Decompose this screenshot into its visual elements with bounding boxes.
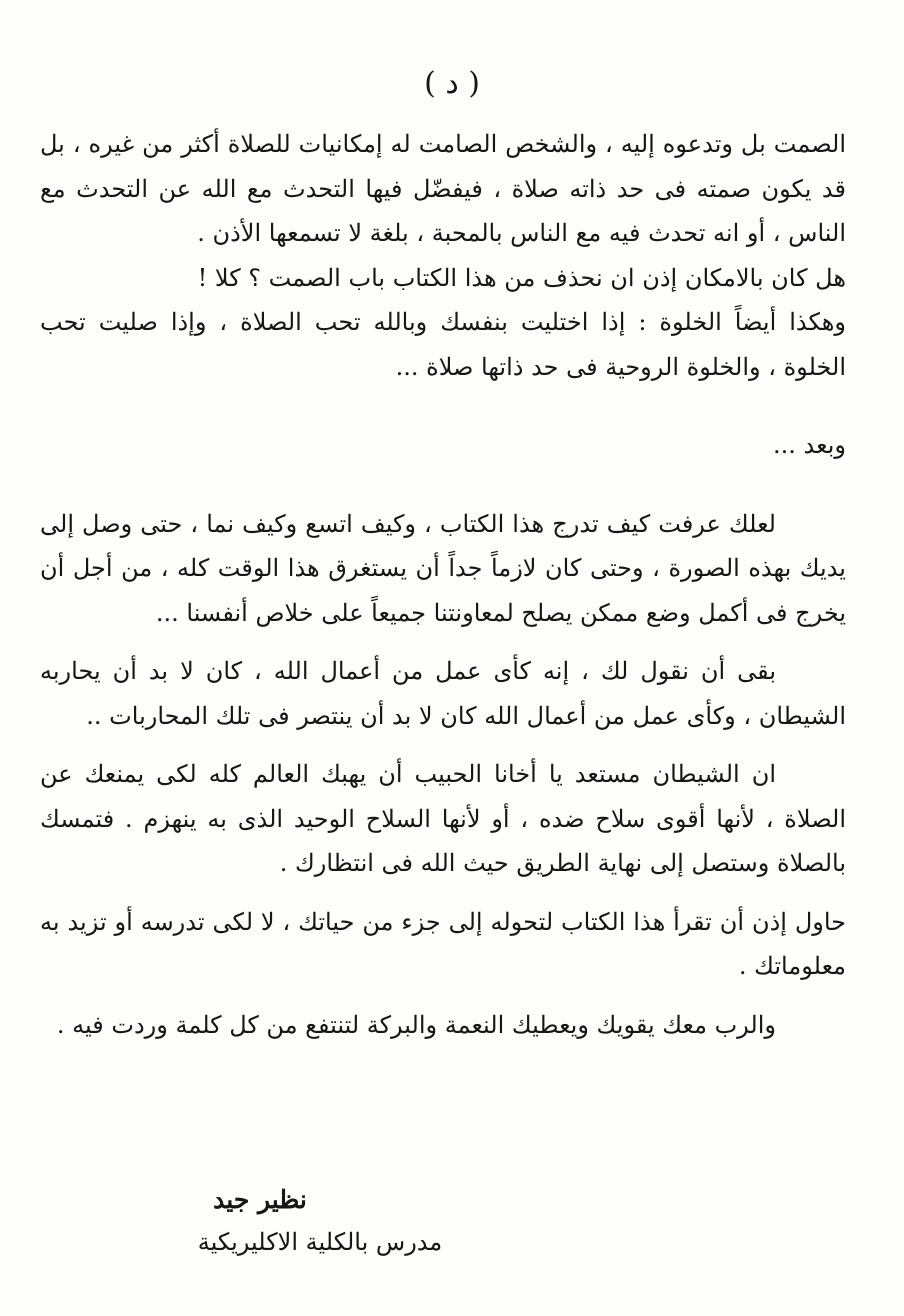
paragraph-spiritual-battle: بقى أن نقول لك ، إنه كأى عمل من أعمال الله ، كان لا بد أن يحاربه الشيطان ، وكأى عمل من أعمال الله كان لا بد أن ينتصر فى تلك المحاربات .. bbox=[40, 657, 846, 730]
signature-title: مدرس بالكلية الاكليريكية bbox=[197, 1228, 443, 1256]
paragraph-solitude: وهكذا أيضاً الخلوة : إذا اختليت بنفسك وبالله تحب الصلاة ، وإذا صليت تحب الخلوة ، والخلوة الروحية فى حد ذاتها صلاة ... bbox=[40, 308, 846, 381]
paragraph-blessing: والرب معك يقويك ويعطيك النعمة والبركة لتنتفع من كل كلمة وردت فيه . bbox=[56, 1010, 776, 1039]
paragraph-read-advice: حاول إذن أن تقرأ هذا الكتاب لتحوله إلى جزء من حياتك ، لا لكى تدرسه أو تزيد به معلوماتك . bbox=[40, 907, 846, 980]
paragraph-prayer-weapon: ان الشيطان مستعد يا أخانا الحبيب أن يهبك العالم كله لكى يمنعك عن الصلاة ، لأنها أقوى سلاح ضده ، أو لأنها السلاح الوحيد الذى به ينهزم . فتمسك بالصلاة وستصل إلى نهاية الطريق حيث الله فى انتظارك . bbox=[40, 760, 846, 877]
body-text bbox=[40, 122, 846, 1047]
paragraph-question: هل كان بالامكان إذن ان نحذف من هذا الكتاب باب الصمت ؟ كلا ! bbox=[197, 263, 846, 292]
signature-block bbox=[110, 1180, 530, 1264]
paragraph-transition: وبعد ... bbox=[773, 431, 846, 459]
paragraph-book-growth: لعلك عرفت كيف تدرج هذا الكتاب ، وكيف اتسع وكيف نما ، حتى وصل إلى يديك بهذه الصورة ، وحتى كان لازماً جداً أن يستغرق هذا الوقت كله ، من أجل أن يخرج فى أكمل وضع ممكن يصلح لمعاونتنا جميعاً على خلاص أنفسنا ... bbox=[40, 509, 846, 627]
signature-name: نظير جيد bbox=[213, 1185, 307, 1214]
page-number: ( د ) bbox=[424, 66, 480, 101]
paragraph-silence: الصمت بل وتدعوه إليه ، والشخص الصامت له إمكانيات للصلاة أكثر من غيره ، بل قد يكون صمته فى حد ذاته صلاة ، فيفضّل فيها التحدث مع الله عن التحدث مع الناس ، أو انه تحدث فيه مع الناس بالمحبة ، بلغة لا تسمعها الأذن . bbox=[40, 130, 846, 247]
